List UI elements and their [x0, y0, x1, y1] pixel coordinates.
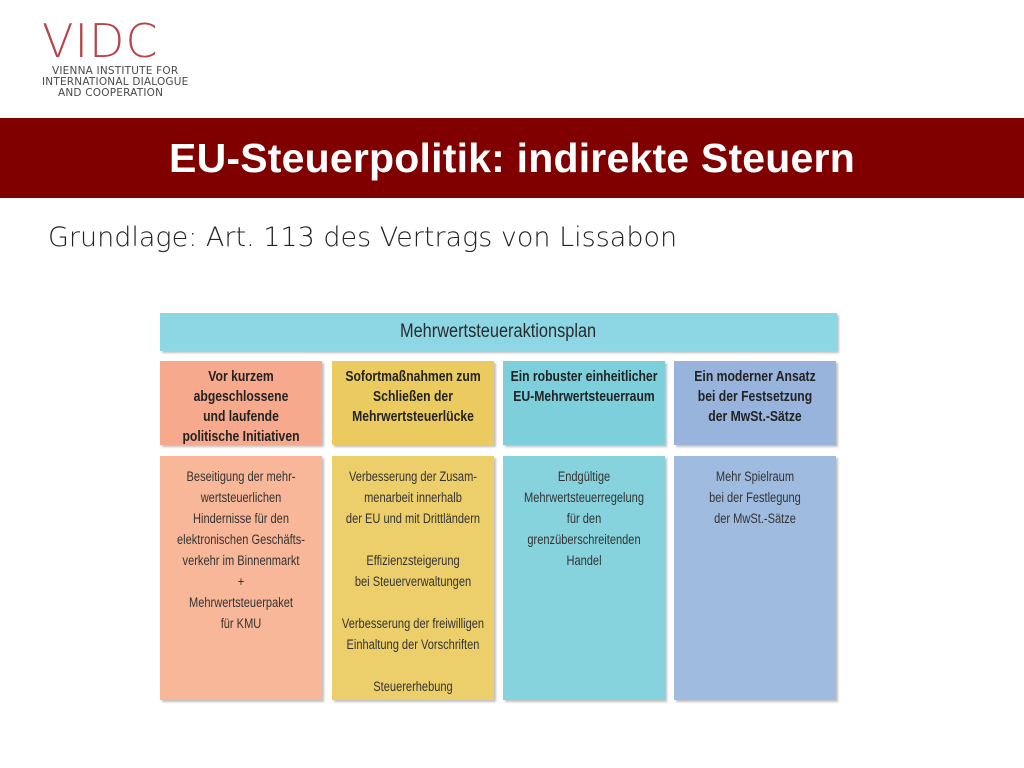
column-1-body [160, 456, 322, 700]
column-2-head-text: Sofortmaßnahmen zum Schließen der Mehrwertsteuerlücke [345, 369, 481, 425]
title-bar [0, 118, 1024, 198]
column-1-body-text: Beseitigung der mehr- wertsteuerlichen Hindernisse für den elektronischen Geschäfts- verkehr im Binnenmarkt + Mehrwertsteuerpaket für KMU [177, 469, 305, 631]
column-4-head [674, 361, 836, 445]
column-3-head-text: Ein robuster einheitlicher EU-Mehrwertsteuerraum [510, 369, 658, 405]
column-2-body [332, 456, 494, 700]
column-4-head-text: Ein moderner Ansatz bei der Festsetzung der MwSt.-Sätze [694, 369, 816, 425]
column-1-head-text: Vor kurzem abgeschlossene und laufende politische Initiativen [182, 369, 300, 445]
column-4-body [674, 456, 836, 700]
diagram-header-label: Mehrwertsteueraktionsplan [400, 321, 597, 342]
column-2-body-text: Verbesserung der Zusam- menarbeit innerhalb der EU und mit Drittländern Effizienzsteigerung bei Steuerverwaltungen Verbesserung der freiwilligen Einhaltung der Vorschriften Steuererhebung [341, 469, 485, 694]
column-4-body-text: Mehr Spielraum bei der Festlegung der MwSt.-Sätze [709, 469, 801, 526]
vidc-logo [42, 14, 212, 99]
column-3-head [503, 361, 665, 445]
slide-subtitle: Grundlage: Art. 113 des Vertrags von Lissabon [48, 222, 678, 253]
diagram-header [160, 313, 837, 351]
column-1-head [160, 361, 322, 445]
column-2-head [332, 361, 494, 445]
logo-subtitle [42, 65, 212, 99]
logo-line-3: AND COOPERATION [58, 87, 164, 99]
logo-line-1: VIENNA INSTITUTE FOR [52, 65, 179, 77]
vat-action-plan-diagram [160, 313, 838, 701]
logo-mark: VIDC [42, 14, 159, 68]
slide-title: EU-Steuerpolitik: indirekte Steuern [169, 134, 855, 181]
column-3-body [503, 456, 665, 700]
logo-line-2: INTERNATIONAL DIALOGUE [42, 76, 189, 88]
column-3-body-text: Endgültige Mehrwertsteuerregelung für den grenzüberschreitenden Handel [523, 469, 644, 568]
